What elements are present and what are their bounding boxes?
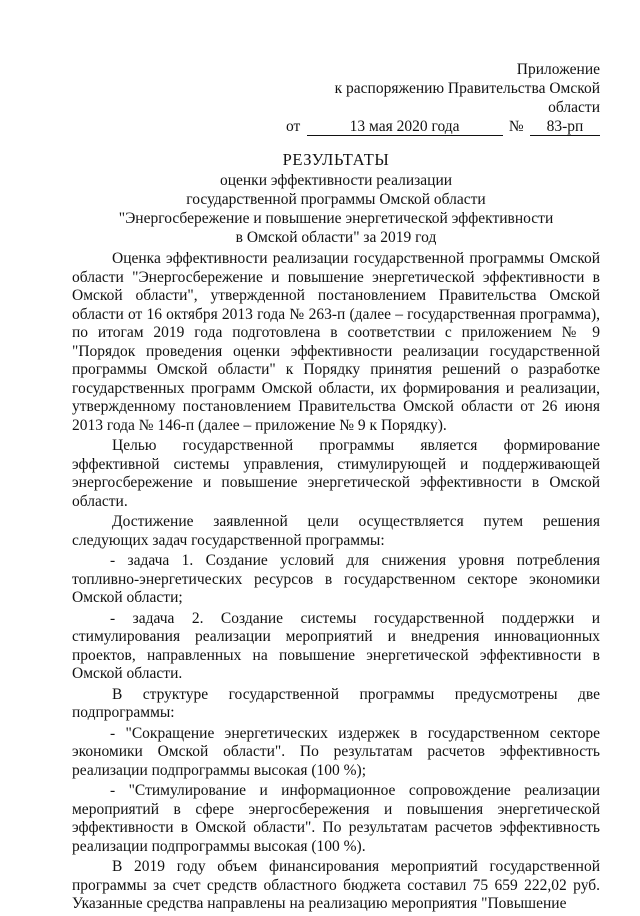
subprogram-item-2: - "Стимулирование и информационное сопровождение реализации мероприятий в сфере энергосбережения и повышения энергетической эффективности в Омской области". По результатам расчетов эффективность реализации подпрограммы высокая (100 %).: [72, 782, 600, 855]
title-line-4: в Омской области" за 2019 год: [235, 229, 437, 246]
title-line-1: оценки эффективности реализации: [219, 172, 453, 189]
paragraph-assessment: Оценка эффективности реализации государственной программы Омской области "Энергосбережение и повышение энергетической эффективности в Омской области", утвержденной постановлением Правительства Омской области от 16 октября 2013 года № 263-п (далее – государственная программа), по итогам 2019 года подготовлена в соответствии с приложением № 9 "Порядок проведения оценки эффективности реализации государственной программы Омской области" к Порядку принятия решений о разработке государственных программ Омской области, их формирования и реализации, утвержденному постановлением Правительства Омской области от 26 июня 2013 года № 146-п (далее – приложение № 9 к Порядку).: [72, 250, 600, 434]
from-label: от: [286, 118, 301, 135]
paragraph-financing: В 2019 году объем финансирования мероприятий государственной программы за счет средств областного бюджета составил 75 659 222,02 руб. Указанные средства направлены на реализацию мероприятия "Повышение: [72, 858, 600, 912]
appendix-block: [286, 60, 600, 136]
appendix-reference: к распоряжению Правительства Омской области: [334, 80, 600, 116]
number-label: №: [508, 118, 524, 135]
title-line-3: "Энергосбережение и повышение энергетической эффективности: [118, 210, 554, 227]
appendix-number: 83-рп: [530, 119, 600, 136]
appendix-date: 13 мая 2020 года: [307, 119, 503, 136]
paragraph-tasks-intro: Достижение заявленной цели осуществляется путем решения следующих задач государственной программы:: [72, 513, 600, 549]
task-item-1: - задача 1. Создание условий для снижения уровня потребления топливно-энергетических ресурсов в государственном секторе экономики Омской области;: [72, 552, 600, 606]
document-title: [72, 150, 600, 247]
title-line-2: государственной программы Омской области: [186, 191, 486, 208]
task-item-2: - задача 2. Создание системы государственной поддержки и стимулирования реализации мероприятий и внедрения инновационных проектов, направленных на повышение энергетической эффективности в Омской области.: [72, 609, 600, 682]
appendix-date-row: [286, 117, 600, 136]
subprogram-item-1: - "Сокращение энергетических издержек в государственном секторе экономики Омской области". По результатам расчетов эффективность реализации подпрограммы высокая (100 %);: [72, 724, 600, 779]
appendix-title: Приложение: [516, 61, 600, 78]
paragraph-subprograms-intro: В структуре государственной программы предусмотрены две подпрограммы:: [72, 685, 600, 721]
title-heading: РЕЗУЛЬТАТЫ: [282, 150, 390, 169]
paragraph-goal: Целью государственной программы является формирование эффективной системы управления, стимулирующей и поддерживающей энергосбережение и повышение энергетической эффективности в Омской области.: [72, 437, 600, 510]
document-body: [72, 250, 600, 916]
